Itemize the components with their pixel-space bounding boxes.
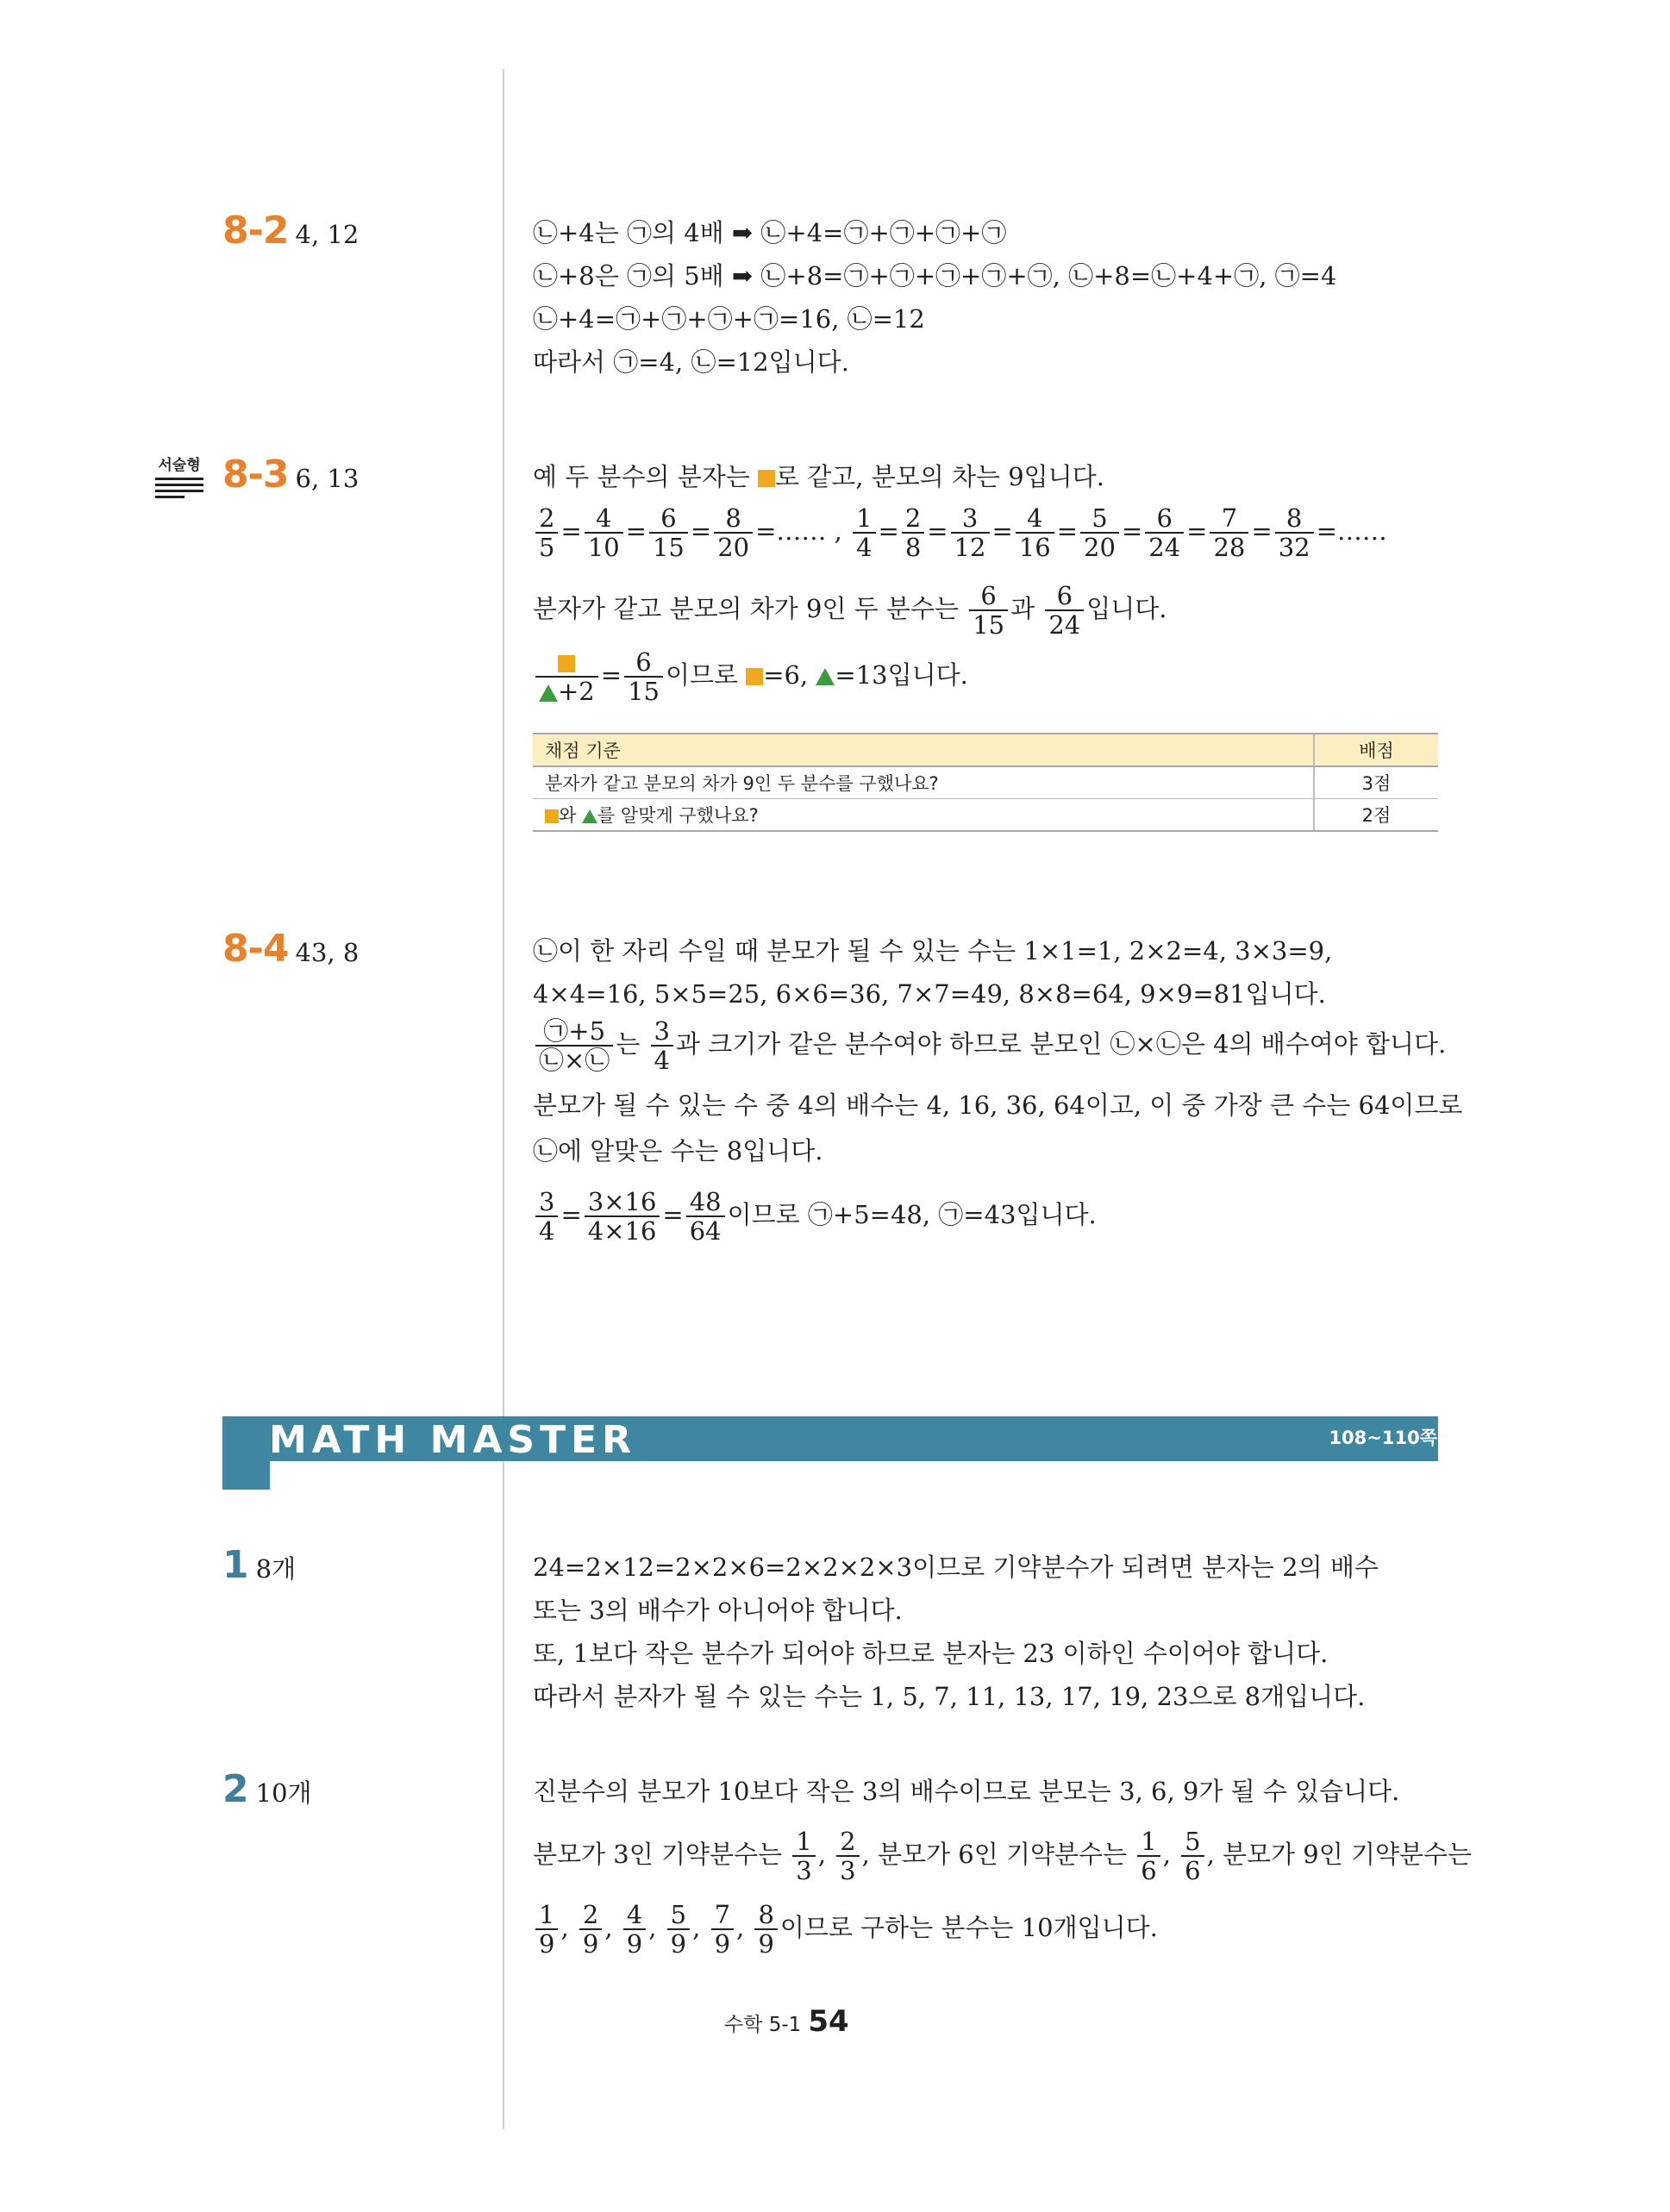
- problem-8-4-label: [222, 927, 359, 971]
- solution-line: 분모가 3인 기약분수는 $\frac{1}{3}$ , $\frac{2}{3}$ , 분모가 6인 기약분수는 $\frac{1}{6}$ , $\frac{5}{6}$ , 분모가 9인 기약분수는: [533, 1827, 1473, 1885]
- fraction: +2: [535, 648, 598, 705]
- fraction: $\frac{㉠+5}{㉡\times㉡}$: [535, 1017, 613, 1074]
- fraction: $\frac{6}{24}$: [1045, 582, 1084, 639]
- column-divider: [503, 69, 504, 2129]
- fraction: $\frac{8}{9}$: [754, 1901, 777, 1958]
- solution-line: 따라서 분자가 될 수 있는 수는 1, 5, 7, 11, 13, 17, 19, 23으로 8개입니다.: [533, 1682, 1366, 1711]
- fraction: $\frac{3}{12}$: [951, 504, 990, 561]
- fraction: $\frac{6}{15}$: [624, 648, 663, 705]
- problem-answer: 43, 8: [295, 938, 360, 967]
- solution-line: ㉡에 알맞은 수는 8입니다.: [533, 1136, 823, 1165]
- fraction: $\frac{5}{20}$: [1080, 504, 1119, 561]
- fraction: $\frac{3}{4}$: [535, 1188, 558, 1245]
- fraction: $\frac{1}{9}$: [535, 1901, 558, 1958]
- points-header: 배점: [1314, 734, 1438, 766]
- problem-number: 1: [222, 1543, 249, 1587]
- square-symbol-icon: [746, 668, 763, 685]
- fraction: $\frac{6}{15}$: [649, 504, 688, 561]
- fraction: $\frac{8}{32}$: [1275, 504, 1314, 561]
- square-symbol-icon: [558, 655, 575, 672]
- fraction: $\frac{7}{9}$: [711, 1901, 734, 1958]
- problem-8-3-label: [222, 453, 359, 497]
- solution-line: 따라서 ㉠=4, ㉡=12입니다.: [533, 347, 849, 377]
- solution-line: $\frac{1}{9}$ , $\frac{2}{9}$ , $\frac{4}{9}$ , $\frac{5}{9}$ , $\frac{7}{9}$ , $\frac{8}{9}$ 이므로 구하는 분수는 10개입니다.: [533, 1901, 1158, 1958]
- fraction: $\frac{7}{28}$: [1210, 504, 1248, 561]
- solution-line: $\frac{㉠+5}{㉡\times㉡}$ 는 $\frac{3}{4}$ 과 크기가 같은 분수여야 하므로 분모인 ㉡×㉡은 4의 배수여야 합니다.: [533, 1017, 1446, 1074]
- mm-problem-1-label: [222, 1543, 296, 1587]
- criteria-cell: 와 를 알맞게 구했나요?: [533, 799, 1314, 832]
- square-symbol-icon: [545, 809, 559, 823]
- table-row: [533, 766, 1438, 799]
- fraction: $\frac{3\times 16}{4\times 16}$: [585, 1188, 660, 1245]
- fraction: $\frac{8}{20}$: [714, 504, 753, 561]
- badge-line-icon: [155, 496, 185, 498]
- fraction: $\frac{6}{24}$: [1145, 504, 1184, 561]
- problem-answer: 6, 13: [295, 464, 360, 493]
- fraction: $\frac{2}{9}$: [579, 1901, 602, 1958]
- points-cell: 2점: [1314, 799, 1438, 832]
- table-row: [533, 799, 1438, 832]
- fraction: $\frac{2}{8}$: [902, 504, 924, 561]
- solution-line: +2 = $\frac{6}{15}$ 이므로 =6, =13입니다.: [533, 648, 968, 705]
- fraction: $\frac{1}{6}$: [1137, 1828, 1160, 1884]
- scoring-table: [533, 733, 1438, 832]
- fraction: $\frac{3}{4}$: [651, 1017, 673, 1074]
- solution-line: 분모가 될 수 있는 수 중 4의 배수는 4, 16, 36, 64이고, 이 중 가장 큰 수는 64이므로: [533, 1090, 1463, 1120]
- descriptive-badge: [155, 453, 203, 498]
- fraction: $\frac{1}{3}$: [792, 1828, 815, 1884]
- solution-line: ㉡이 한 자리 수일 때 분모가 될 수 있는 수는 1×1=1, 2×2=4, 3×3=9,: [533, 936, 1333, 965]
- fraction: $\frac{1}{4}$: [853, 504, 875, 561]
- problem-answer: 8개: [255, 1554, 297, 1584]
- criteria-header: 채점 기준: [533, 734, 1314, 766]
- badge-line-icon: [155, 490, 203, 492]
- problem-number: 8-2: [222, 209, 289, 253]
- fraction: $\frac{4}{9}$: [623, 1901, 646, 1958]
- table-header-row: [533, 734, 1438, 766]
- fraction: $\frac{48}{64}$: [686, 1188, 725, 1245]
- mm-problem-2-label: [222, 1767, 312, 1811]
- section-page-range: 108~110쪽: [1329, 1428, 1437, 1448]
- solution-line: 예 두 분수의 분자는 로 같고, 분모의 차는 9입니다.: [533, 462, 1104, 491]
- badge-line-icon: [155, 484, 203, 486]
- problem-number: 8-4: [222, 927, 289, 971]
- triangle-symbol-icon: [816, 668, 835, 685]
- fraction: $\frac{2}{5}$: [535, 504, 558, 561]
- fraction: $\frac{4}{10}$: [585, 504, 623, 561]
- page-number: 54: [808, 2004, 849, 2039]
- problem-8-2-label: [222, 209, 359, 253]
- fraction: $\frac{4}{16}$: [1016, 504, 1054, 561]
- triangle-symbol-icon: [582, 809, 597, 823]
- criteria-cell: 분자가 같고 분모의 차가 9인 두 분수를 구했나요?: [533, 766, 1314, 799]
- problem-number: 8-3: [222, 453, 289, 497]
- problem-answer: 10개: [255, 1778, 312, 1808]
- section-title: MATH MASTER: [269, 1418, 637, 1462]
- solution-line: ㉡+4는 ㉠의 4배 ➡ ㉡+4=㉠+㉠+㉠+㉠: [533, 218, 1007, 247]
- page-footer: [724, 2004, 849, 2039]
- problem-number: 2: [222, 1767, 249, 1811]
- footer-subject: 수학 5-1: [724, 2014, 802, 2036]
- problem-answer: 4, 12: [295, 220, 360, 249]
- fraction: $\frac{5}{9}$: [667, 1901, 690, 1958]
- badge-line-icon: [155, 478, 203, 480]
- solution-line: $\frac{3}{4}$ = $\frac{3\times 16}{4\times 16}$ = $\frac{48}{64}$ 이므로 ㉠+5=48, ㉠=43입니다.: [533, 1188, 1097, 1245]
- points-cell: 3점: [1314, 766, 1438, 799]
- fraction: $\frac{5}{6}$: [1181, 1828, 1204, 1884]
- solution-line: 분자가 같고 분모의 차가 9인 두 분수는 $\frac{6}{15}$ 과 $\frac{6}{24}$ 입니다.: [533, 581, 1167, 640]
- solution-line: ㉡+8은 ㉠의 5배 ➡ ㉡+8=㉠+㉠+㉠+㉠+㉠, ㉡+8=㉡+4+㉠, ㉠=4: [533, 261, 1337, 291]
- fraction: $\frac{6}{15}$: [969, 582, 1008, 639]
- solution-line: 또는 3의 배수가 아니어야 합니다.: [533, 1596, 903, 1625]
- solution-line: 24=2×12=2×2×6=2×2×2×3이므로 기약분수가 되려면 분자는 2의 배수: [533, 1553, 1379, 1582]
- solution-line: 4×4=16, 5×5=25, 6×6=36, 7×7=49, 8×8=64, 9×9=81입니다.: [533, 979, 1326, 1009]
- fraction: $\frac{2}{3}$: [836, 1828, 859, 1884]
- solution-line: 진분수의 분모가 10보다 작은 3의 배수이므로 분모는 3, 6, 9가 될 수 있습니다.: [533, 1777, 1400, 1806]
- descriptive-badge-text: 서술형: [158, 457, 201, 474]
- fraction-sequence-line: $\frac{2}{5}$ = $\frac{4}{10}$ = $\frac{6}{15}$ = $\frac{8}{20}$ =…… , $\frac{1}{4}$ = $\frac{2}{8}$ = $\frac{3}{12}$ = $\frac{4}{16}$ = $\frac{5}{20}$ = $\frac{6}{24}$ = $\frac{7}{28}$ = $\frac{8}{32}$ =……: [533, 504, 1387, 561]
- triangle-symbol-icon: [539, 684, 558, 702]
- square-symbol-icon: [758, 470, 775, 487]
- solution-line: 또, 1보다 작은 분수가 되어야 하므로 분자는 23 이하인 수이어야 합니다.: [533, 1639, 1329, 1668]
- solution-line: ㉡+4=㉠+㉠+㉠+㉠=16, ㉡=12: [533, 304, 925, 334]
